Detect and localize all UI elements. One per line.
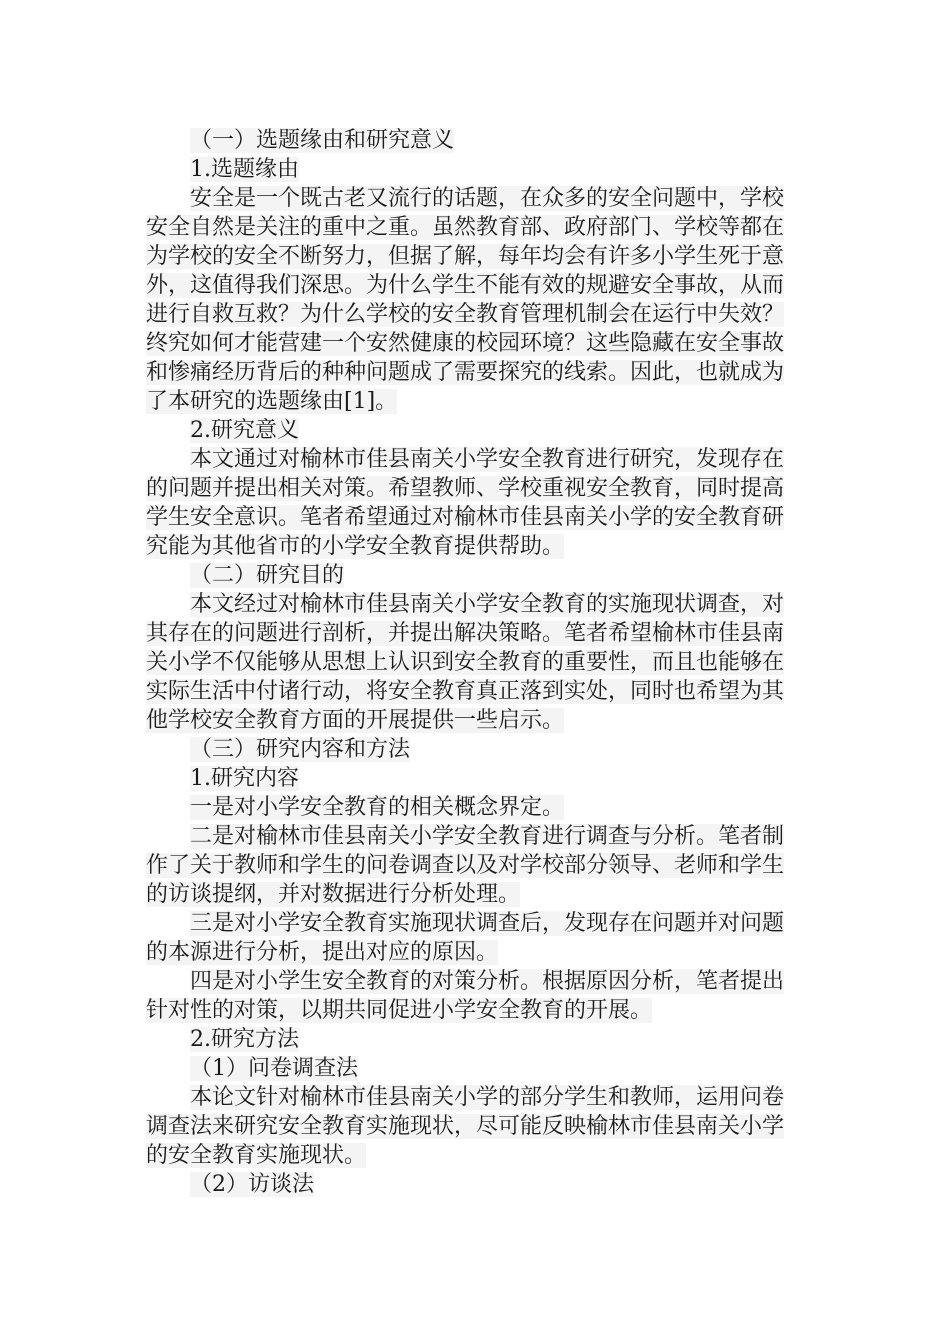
document-page <box>146 126 806 1199</box>
paragraph-line: 本文经过对榆林市佳县南关小学安全教育的实施现状调查，对 <box>190 592 785 617</box>
subheading-research-methods: 2.研究方法 <box>190 1027 299 1052</box>
paragraph-line: 安全是一个既古老又流行的话题，在众多的安全问题中，学校 <box>190 186 785 211</box>
paragraph-line: 四是对小学生安全教育的对策分析。根据原因分析，笔者提出 <box>190 969 785 994</box>
paragraph-line: 的安全教育实施现状。 <box>146 1143 367 1168</box>
paragraph-line: 了本研究的选题缘由[1]。 <box>146 389 398 414</box>
paragraph-line: 的本源进行分析，提出对应的原因。 <box>146 940 499 965</box>
paragraph-line: 三是对小学安全教育实施现状调查后，发现存在问题并对问题 <box>190 911 785 936</box>
paragraph-line: 作了关于教师和学生的问卷调查以及对学校部分领导、老师和学生 <box>146 853 785 878</box>
paragraph-line: 的问题并提出相关对策。希望教师、学校重视安全教育，同时提高 <box>146 476 785 501</box>
section-heading-3: （三）研究内容和方法 <box>190 737 411 762</box>
paragraph-line: 本文通过对榆林市佳县南关小学安全教育进行研究，发现存在 <box>190 447 785 472</box>
paragraph-line: 他学校安全教育方面的开展提供一些启示。 <box>146 708 565 733</box>
paragraph-line: 外，这值得我们深思。为什么学生不能有效的规避安全事故，从而 <box>146 273 785 298</box>
paragraph-line: 其存在的问题进行剖析，并提出解决策略。笔者希望榆林市佳县南 <box>146 621 785 646</box>
subheading-topic-reason: 1.选题缘由 <box>190 157 299 182</box>
section-heading-2: （二）研究目的 <box>190 563 345 588</box>
paragraph-line: 和惨痛经历背后的种种问题成了需要探究的线索。因此，也就成为 <box>146 360 785 385</box>
paragraph-line: 针对性的对策，以期共同促进小学安全教育的开展。 <box>146 998 653 1023</box>
subheading-research-content: 1.研究内容 <box>190 766 299 791</box>
paragraph-line: 究能为其他省市的小学安全教育提供帮助。 <box>146 534 565 559</box>
paragraph-line: 学生安全意识。笔者希望通过对榆林市佳县南关小学的安全教育研 <box>146 505 785 530</box>
paragraph-line: 的访谈提纲，并对数据进行分析处理。 <box>146 882 521 907</box>
paragraph-line: 实际生活中付诸行动，将安全教育真正落到实处，同时也希望为其 <box>146 679 785 704</box>
paragraph-line: 进行自救互救？为什么学校的安全教育管理机制会在运行中失效？ <box>146 302 785 327</box>
paragraph-line: 关小学不仅能够从思想上认识到安全教育的重要性，而且也能够在 <box>146 650 785 675</box>
section-heading-1: （一）选题缘由和研究意义 <box>190 128 455 153</box>
subheading-questionnaire: （1）问卷调查法 <box>190 1056 358 1081</box>
paragraph-line: 调查法来研究安全教育实施现状，尽可能反映榆林市佳县南关小学 <box>146 1114 785 1139</box>
paragraph-line: 一是对小学安全教育的相关概念界定。 <box>190 795 565 820</box>
paragraph-line: 为学校的安全不断努力，但据了解，每年均会有许多小学生死于意 <box>146 244 785 269</box>
subheading-interview: （2）访谈法 <box>190 1172 314 1197</box>
paragraph-line: 本论文针对榆林市佳县南关小学的部分学生和教师，运用问卷 <box>190 1085 785 1110</box>
paragraph-line: 安全自然是关注的重中之重。虽然教育部、政府部门、学校等都在 <box>146 215 785 240</box>
paragraph-line: 终究如何才能营建一个安然健康的校园环境？这些隐藏在安全事故 <box>146 331 785 356</box>
paragraph-line: 二是对榆林市佳县南关小学安全教育进行调查与分析。笔者制 <box>190 824 785 849</box>
subheading-research-significance: 2.研究意义 <box>190 418 299 443</box>
